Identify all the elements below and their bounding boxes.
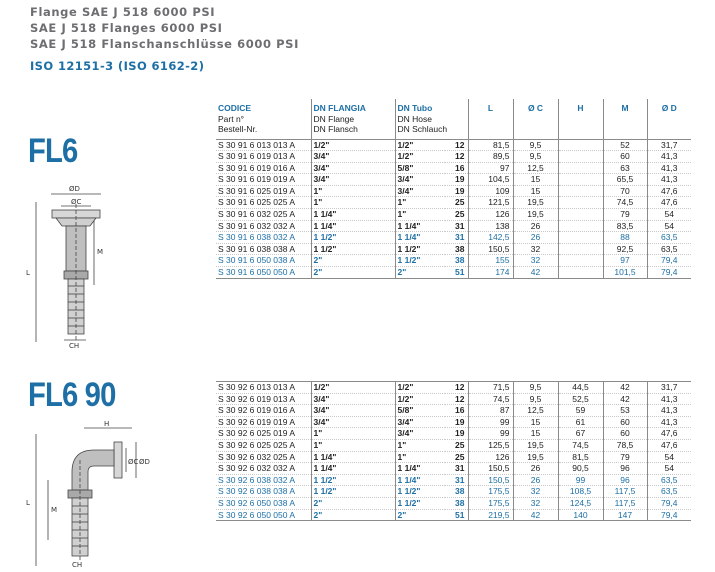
table-row — [216, 243, 691, 255]
flange-size-cell: 1" — [311, 439, 395, 451]
dim-oc-label: ØC — [71, 198, 82, 206]
col-dn-flange: DN FLANGIA DN Flange DN Flansch — [311, 99, 395, 139]
part-code-cell: S 30 91 6 025 019 A — [216, 185, 311, 197]
hose-size-cell: 3/4" — [395, 174, 445, 186]
hose-size-cell: 1 1/2" — [395, 255, 445, 267]
dim-oc-cell: 19,5 — [513, 197, 558, 209]
dim-od-cell: 47,6 — [647, 439, 691, 451]
hose-size-cell: 3/4" — [395, 416, 445, 428]
dim-od-cell: 79,4 — [647, 267, 691, 279]
part-code-cell: S 30 91 6 038 032 A — [216, 232, 311, 244]
dim-oc-cell: 32 — [513, 486, 558, 498]
dim-m-cell: 65,5 — [603, 174, 647, 186]
dim-od-cell: 54 — [647, 463, 691, 475]
hose-dn-cell: 51 — [445, 267, 468, 279]
part-code-cell: S 30 91 6 050 038 A — [216, 255, 311, 267]
table-row — [216, 474, 691, 486]
dim-m-cell: 96 — [603, 474, 647, 486]
part-code-cell: S 30 91 6 050 050 A — [216, 267, 311, 279]
dim-h-cell: 44,5 — [558, 382, 603, 394]
hose-size-cell: 2" — [395, 267, 445, 279]
hose-size-cell: 1/2" — [395, 139, 445, 151]
part-code-cell: S 30 92 6 050 050 A — [216, 509, 311, 521]
hose-dn-cell: 31 — [445, 474, 468, 486]
dim-oc-cell: 15 — [513, 416, 558, 428]
dim-m-cell: 42 — [603, 393, 647, 405]
part-code-cell: S 30 91 6 025 025 A — [216, 197, 311, 209]
dim-m-cell: 79 — [603, 451, 647, 463]
hose-dn-cell: 16 — [445, 405, 468, 417]
flange-size-cell: 1" — [311, 197, 395, 209]
col-od: Ø D — [647, 99, 691, 139]
dim-h-cell — [558, 185, 603, 197]
dim-oc-cell: 15 — [513, 428, 558, 440]
hose-dn-cell: 25 — [445, 439, 468, 451]
dim-l-cell: 126 — [468, 209, 513, 221]
dim-oc-cell: 12,5 — [513, 162, 558, 174]
dim-h-cell — [558, 197, 603, 209]
dim-oc-cell: 19,5 — [513, 439, 558, 451]
dim-h-cell — [558, 255, 603, 267]
dim-od-cell: 47,6 — [647, 185, 691, 197]
hose-size-cell: 5/8" — [395, 162, 445, 174]
dim-h-cell — [558, 243, 603, 255]
dim-oc-cell: 15 — [513, 185, 558, 197]
dim-m-cell: 70 — [603, 185, 647, 197]
dim-m-cell: 79 — [603, 209, 647, 221]
table-row — [216, 220, 691, 232]
dim-l-cell: 74,5 — [468, 393, 513, 405]
hose-dn-cell: 25 — [445, 209, 468, 221]
fl690-elbow-drawing — [14, 420, 164, 570]
dim-h-cell — [558, 220, 603, 232]
hose-dn-cell: 38 — [445, 497, 468, 509]
dim-oc-cell: 42 — [513, 267, 558, 279]
catalog-titles — [30, 4, 299, 73]
hose-size-cell: 1 1/4" — [395, 220, 445, 232]
dim-l-cell: 109 — [468, 185, 513, 197]
dim-od-cell: 31,7 — [647, 382, 691, 394]
dim-od-cell: 41,3 — [647, 174, 691, 186]
dim-oc-cell: 9,5 — [513, 139, 558, 151]
flange-size-cell: 3/4" — [311, 393, 395, 405]
part-code-cell: S 30 91 6 038 038 A — [216, 243, 311, 255]
part-code-cell: S 30 92 6 019 013 A — [216, 393, 311, 405]
hose-size-cell: 1 1/2" — [395, 486, 445, 498]
dim-od-cell: 41,3 — [647, 416, 691, 428]
dim-h-cell: 67 — [558, 428, 603, 440]
dim-oc-cell: 9,5 — [513, 382, 558, 394]
hose-dn-cell: 51 — [445, 509, 468, 521]
dim-l-cell: 81,5 — [468, 139, 513, 151]
col-oc: Ø C — [513, 99, 558, 139]
table-row — [216, 255, 691, 267]
dim-od-cell: 54 — [647, 220, 691, 232]
dim-m-cell: 60 — [603, 416, 647, 428]
hose-dn-cell: 31 — [445, 232, 468, 244]
table-row — [216, 267, 691, 279]
dim-h-cell — [558, 209, 603, 221]
hose-dn-cell: 19 — [445, 416, 468, 428]
dim-l-cell: 138 — [468, 220, 513, 232]
iso-standard: ISO 12151-3 (ISO 6162-2) — [30, 59, 205, 73]
flange-size-cell: 2" — [311, 255, 395, 267]
part-code-cell: S 30 92 6 038 032 A — [216, 474, 311, 486]
table-row — [216, 185, 691, 197]
dim-od-cell: 41,3 — [647, 405, 691, 417]
dim-m-cell: 101,5 — [603, 267, 647, 279]
fl6-spec-table — [216, 99, 691, 279]
fl6-title: FL6 — [28, 132, 78, 170]
dim-m-cell: 96 — [603, 463, 647, 475]
part-code-cell: S 30 91 6 019 013 A — [216, 151, 311, 163]
dim-h-cell — [558, 267, 603, 279]
hose-dn-cell: 31 — [445, 463, 468, 475]
hose-size-cell: 1/2" — [395, 151, 445, 163]
dim-m-cell: 92,5 — [603, 243, 647, 255]
title-german: SAE J 518 Flanschanschlüsse 6000 PSI — [30, 37, 299, 51]
dim-oc-cell: 32 — [513, 497, 558, 509]
col-m: M — [603, 99, 647, 139]
flange-size-cell: 2" — [311, 509, 395, 521]
table-row — [216, 405, 691, 417]
part-code-cell: S 30 92 6 019 016 A — [216, 405, 311, 417]
hose-dn-cell: 12 — [445, 393, 468, 405]
dim-oc-cell: 19,5 — [513, 451, 558, 463]
flange-size-cell: 2" — [311, 267, 395, 279]
hose-size-cell: 1" — [395, 439, 445, 451]
table-row — [216, 162, 691, 174]
dim-m-cell: 97 — [603, 255, 647, 267]
flange-size-cell: 1 1/2" — [311, 232, 395, 244]
dim-h-cell: 140 — [558, 509, 603, 521]
dim-m-cell: 83,5 — [603, 220, 647, 232]
table-row — [216, 463, 691, 475]
dim-h-cell: 59 — [558, 405, 603, 417]
hose-size-cell: 1" — [395, 451, 445, 463]
dim-l-cell: 89,5 — [468, 151, 513, 163]
dim-l-cell: 219,5 — [468, 509, 513, 521]
flange-size-cell: 2" — [311, 497, 395, 509]
part-code-cell: S 30 92 6 013 013 A — [216, 382, 311, 394]
dim-l-cell: 142,5 — [468, 232, 513, 244]
flange-size-cell: 1 1/4" — [311, 209, 395, 221]
flange-size-cell: 1" — [311, 185, 395, 197]
flange-size-cell: 3/4" — [311, 174, 395, 186]
dim-h-cell: 124,5 — [558, 497, 603, 509]
flange-size-cell: 1 1/2" — [311, 474, 395, 486]
hose-size-cell: 1 1/4" — [395, 474, 445, 486]
dim-h-cell — [558, 232, 603, 244]
flange-size-cell: 1" — [311, 428, 395, 440]
hose-dn-cell: 12 — [445, 151, 468, 163]
elbow-l-label: L — [26, 499, 30, 507]
dim-m-cell: 63 — [603, 162, 647, 174]
fl6-fitting-drawing — [14, 180, 134, 350]
hose-dn-cell: 19 — [445, 428, 468, 440]
dim-od-cell: 63,5 — [647, 232, 691, 244]
part-code-cell: S 30 92 6 019 019 A — [216, 416, 311, 428]
hose-dn-cell: 19 — [445, 174, 468, 186]
dim-od-cell: 41,3 — [647, 162, 691, 174]
hose-size-cell: 1" — [395, 209, 445, 221]
hose-size-cell: 1 1/2" — [395, 497, 445, 509]
flange-size-cell: 1 1/4" — [311, 463, 395, 475]
hose-dn-cell: 38 — [445, 486, 468, 498]
dim-h-cell: 90,5 — [558, 463, 603, 475]
col-l: L — [468, 99, 513, 139]
dim-oc-cell: 26 — [513, 232, 558, 244]
dim-m-cell: 117,5 — [603, 497, 647, 509]
table-row — [216, 497, 691, 509]
dim-l-cell: 150,5 — [468, 474, 513, 486]
dim-od-cell: 41,3 — [647, 151, 691, 163]
flange-size-cell: 1 1/4" — [311, 451, 395, 463]
part-code-cell: S 30 91 6 013 013 A — [216, 139, 311, 151]
dim-h-cell: 99 — [558, 474, 603, 486]
dim-h-cell — [558, 139, 603, 151]
hose-dn-cell: 25 — [445, 451, 468, 463]
dim-oc-cell: 9,5 — [513, 151, 558, 163]
dim-l-cell: 126 — [468, 451, 513, 463]
hose-dn-cell: 19 — [445, 185, 468, 197]
dim-l-cell: 155 — [468, 255, 513, 267]
dim-od-cell: 63,5 — [647, 486, 691, 498]
flange-size-cell: 3/4" — [311, 416, 395, 428]
dim-h-cell: 52,5 — [558, 393, 603, 405]
dim-l-cell: 87 — [468, 405, 513, 417]
hose-dn-cell: 38 — [445, 255, 468, 267]
table-row — [216, 151, 691, 163]
flange-size-cell: 3/4" — [311, 405, 395, 417]
hose-dn-cell: 12 — [445, 382, 468, 394]
dim-od-cell: 31,7 — [647, 139, 691, 151]
dim-oc-cell: 12,5 — [513, 405, 558, 417]
col-dn-hose: DN Tubo DN Hose DN Schlauch — [395, 99, 468, 139]
dim-oc-cell: 32 — [513, 243, 558, 255]
dim-m-cell: 147 — [603, 509, 647, 521]
hose-dn-cell: 38 — [445, 243, 468, 255]
dim-l-cell: 150,5 — [468, 463, 513, 475]
dim-h-cell: 74,5 — [558, 439, 603, 451]
dim-oc-cell: 26 — [513, 220, 558, 232]
dim-m-cell: 52 — [603, 139, 647, 151]
dim-ch-label: CH — [69, 342, 80, 350]
dim-l-cell: 125,5 — [468, 439, 513, 451]
dim-l-label: L — [26, 269, 30, 277]
hose-size-cell: 1 1/2" — [395, 243, 445, 255]
part-code-cell: S 30 91 6 019 019 A — [216, 174, 311, 186]
hose-size-cell: 1/2" — [395, 393, 445, 405]
fl690-spec-table — [216, 381, 691, 521]
hose-dn-cell: 25 — [445, 197, 468, 209]
dim-oc-cell: 26 — [513, 463, 558, 475]
table-row — [216, 486, 691, 498]
flange-size-cell: 3/4" — [311, 151, 395, 163]
dim-od-cell: 79,4 — [647, 509, 691, 521]
dim-od-label: ØD — [69, 185, 80, 193]
table-row — [216, 209, 691, 221]
dim-h-cell — [558, 174, 603, 186]
table-row — [216, 428, 691, 440]
table-row — [216, 509, 691, 521]
table-row — [216, 197, 691, 209]
part-code-cell: S 30 92 6 032 025 A — [216, 451, 311, 463]
dim-l-cell: 99 — [468, 416, 513, 428]
dim-od-cell: 47,6 — [647, 428, 691, 440]
dim-l-cell: 175,5 — [468, 486, 513, 498]
dim-m-cell: 88 — [603, 232, 647, 244]
part-code-cell: S 30 91 6 032 032 A — [216, 220, 311, 232]
title-english: SAE J 518 Flanges 6000 PSI — [30, 21, 223, 35]
elbow-m-label: M — [51, 506, 58, 514]
elbow-ch-label: CH — [72, 561, 83, 569]
dim-l-cell: 175,5 — [468, 497, 513, 509]
hose-size-cell: 5/8" — [395, 405, 445, 417]
dim-oc-cell: 9,5 — [513, 393, 558, 405]
flange-size-cell: 1 1/4" — [311, 220, 395, 232]
part-code-cell: S 30 92 6 050 038 A — [216, 497, 311, 509]
dim-l-cell: 104,5 — [468, 174, 513, 186]
dim-h-cell — [558, 151, 603, 163]
hose-size-cell: 1 1/4" — [395, 232, 445, 244]
table-row — [216, 174, 691, 186]
dim-l-cell: 71,5 — [468, 382, 513, 394]
dim-od-cell: 63,5 — [647, 243, 691, 255]
hose-size-cell: 2" — [395, 509, 445, 521]
dim-m-cell: 78,5 — [603, 439, 647, 451]
part-code-cell: S 30 92 6 032 032 A — [216, 463, 311, 475]
dim-l-cell: 121,5 — [468, 197, 513, 209]
dim-l-cell: 174 — [468, 267, 513, 279]
title-italian: Flange SAE J 518 6000 PSI — [30, 5, 216, 19]
dim-m-cell: 74,5 — [603, 197, 647, 209]
flange-size-cell: 1 1/2" — [311, 243, 395, 255]
dim-l-cell: 99 — [468, 428, 513, 440]
part-code-cell: S 30 92 6 025 019 A — [216, 428, 311, 440]
flange-size-cell: 3/4" — [311, 162, 395, 174]
dim-l-cell: 150,5 — [468, 243, 513, 255]
dim-od-cell: 63,5 — [647, 474, 691, 486]
elbow-od-label: ØD — [139, 458, 150, 466]
hose-dn-cell: 31 — [445, 220, 468, 232]
dim-oc-cell: 32 — [513, 255, 558, 267]
dim-h-cell: 61 — [558, 416, 603, 428]
hose-size-cell: 1" — [395, 197, 445, 209]
dim-oc-cell: 15 — [513, 174, 558, 186]
dim-oc-cell: 19,5 — [513, 209, 558, 221]
dim-m-cell: 53 — [603, 405, 647, 417]
dim-h-cell: 108,5 — [558, 486, 603, 498]
part-code-cell: S 30 91 6 019 016 A — [216, 162, 311, 174]
dim-m-cell: 42 — [603, 382, 647, 394]
part-code-cell: S 30 92 6 038 038 A — [216, 486, 311, 498]
table-row — [216, 232, 691, 244]
flange-size-cell: 1/2" — [311, 139, 395, 151]
dim-h-cell — [558, 162, 603, 174]
table-row — [216, 416, 691, 428]
hose-size-cell: 1 1/4" — [395, 463, 445, 475]
dim-m-cell: 60 — [603, 428, 647, 440]
table-row — [216, 451, 691, 463]
hose-dn-cell: 12 — [445, 139, 468, 151]
hose-size-cell: 1/2" — [395, 382, 445, 394]
col-codice: CODICE Part n° Bestell-Nr. — [216, 99, 311, 139]
dim-m-label: M — [97, 248, 104, 256]
table-row — [216, 439, 691, 451]
part-code-cell: S 30 92 6 025 025 A — [216, 439, 311, 451]
dim-m-cell: 117,5 — [603, 486, 647, 498]
dim-od-cell: 54 — [647, 451, 691, 463]
elbow-oc-label: ØC — [128, 458, 139, 466]
table-row — [216, 139, 691, 151]
hose-dn-cell: 16 — [445, 162, 468, 174]
col-h: H — [558, 99, 603, 139]
flange-size-cell: 1/2" — [311, 382, 395, 394]
hose-size-cell: 3/4" — [395, 428, 445, 440]
dim-od-cell: 41,3 — [647, 393, 691, 405]
part-code-cell: S 30 91 6 032 025 A — [216, 209, 311, 221]
table-row — [216, 382, 691, 394]
fl690-title: FL6 90 — [28, 376, 116, 414]
dim-oc-cell: 26 — [513, 474, 558, 486]
dim-l-cell: 97 — [468, 162, 513, 174]
hose-size-cell: 3/4" — [395, 185, 445, 197]
table-row — [216, 393, 691, 405]
dim-od-cell: 54 — [647, 209, 691, 221]
dim-m-cell: 60 — [603, 151, 647, 163]
dim-od-cell: 47,6 — [647, 197, 691, 209]
dim-oc-cell: 42 — [513, 509, 558, 521]
dim-h-cell: 81,5 — [558, 451, 603, 463]
dim-od-cell: 79,4 — [647, 497, 691, 509]
dim-od-cell: 79,4 — [647, 255, 691, 267]
elbow-h-label: H — [104, 420, 110, 428]
flange-size-cell: 1 1/2" — [311, 486, 395, 498]
